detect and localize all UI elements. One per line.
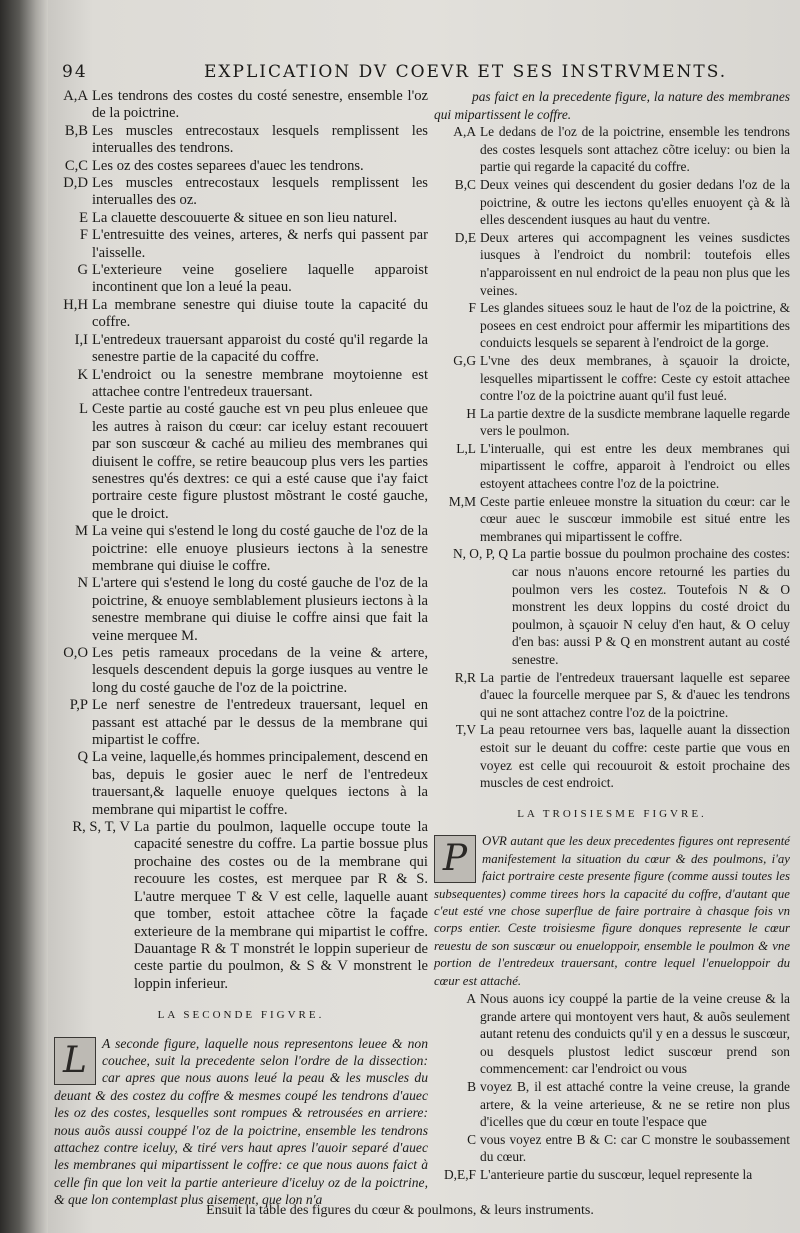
page-footer: Ensuit la table des figures du cœur & poulmons, & leurs instruments. — [206, 1203, 594, 1218]
legend-text: Les tendrons des costes du costé senestre, ensemble l'oz de la poictrine. — [92, 88, 428, 122]
section-title-troisiesme-figure: LA TROISIESME FIGVRE. — [517, 807, 707, 820]
legend-key: T,V — [455, 722, 476, 738]
right-entries-after-list — [434, 990, 790, 1184]
legend-entry — [54, 367, 428, 402]
legend-entry — [434, 176, 790, 229]
legend-entry — [434, 990, 790, 1078]
legend-entry — [54, 401, 428, 523]
legend-key: N — [77, 575, 88, 592]
legend-key: Q — [77, 749, 88, 766]
dropcap-letter: P — [434, 835, 476, 883]
legend-key: D,E — [454, 229, 476, 245]
legend-entry — [434, 123, 790, 176]
legend-text: Ceste partie enleuee monstre la situation du cœur: car le cœur auec le suscœur immobile est situé entre les membranes qui mipartissent le coffre. — [480, 493, 790, 544]
legend-text: vous voyez entre B & C: car C monstre le soubassement du cœur. — [480, 1131, 790, 1165]
legend-key: G — [77, 262, 88, 279]
legend-text: Les petis rameaux procedans de la veine & artere, lesquels descendent depuis la gorge iusques au ventre le long du costé gauche de l'oz de la poictrine. — [92, 645, 428, 696]
legend-text: La partie dextre de la susdicte membrane laquelle regarde vers le poulmon. — [480, 405, 790, 439]
legend-text: La clauette descouuerte & situee en son lieu naturel. — [92, 209, 398, 226]
legend-text: Nous auons icy couppé la partie de la veine creuse & la grande artere qui montoyent vers haut, & auõs seulement autant retenu des conduicts qu'il y en a dessus le suscœur, ou desquels plustost ledict suscœur prend son commencement: car l'endroict ou vous — [480, 991, 790, 1077]
left-entries-list — [54, 88, 428, 993]
legend-text: Le nerf senestre de l'entredeux trauersant, lequel en passant est attaché par le dessus de la membrane qui mipartist le coffre. — [92, 697, 428, 749]
legend-key: L — [79, 401, 88, 418]
legend-entry — [54, 749, 428, 819]
page-number: 94 — [62, 62, 88, 82]
legend-entry — [434, 545, 790, 668]
legend-entry — [54, 645, 428, 697]
legend-text: La veine qui s'estend le long du costé gauche de l'oz de la poictrine: elle enuoye plusieurs iectons à la senestre membrane qui diuise le coffre. — [92, 523, 428, 574]
legend-text: Les oz des costes separees d'auec les tendrons. — [92, 157, 364, 174]
running-title: EXPLICATION DV COEVR ET SES INSTRVMENTS. — [204, 62, 728, 82]
legend-entry — [54, 123, 428, 158]
legend-key: F — [79, 227, 88, 244]
legend-key: B,B — [64, 122, 88, 139]
legend-text: Les muscles entrecostaux lesquels remplissent les interualles des tendrons. — [92, 122, 428, 157]
legend-entry — [54, 819, 428, 993]
legend-key: I,I — [74, 331, 88, 348]
legend-entry — [434, 440, 790, 493]
legend-text: L'artere qui s'estend le long du costé gauche de l'oz de la poictrine, & enuoye semblablement plusieurs iectons à la senestre membrane qui diuise le coffre ainsi que fait la veine merquee M. — [92, 575, 428, 644]
legend-text: La membrane senestre qui diuise toute la capacité du coffre. — [92, 296, 428, 331]
legend-entry — [434, 721, 790, 791]
legend-entry — [434, 352, 790, 405]
legend-key: L,L — [456, 440, 476, 456]
legend-text: L'entresuitte des veines, arteres, & nerfs qui passent par l'aisselle. — [92, 227, 428, 261]
legend-entry — [434, 1166, 790, 1184]
book-spine-shadow — [0, 0, 48, 1233]
legend-key: O,O — [63, 645, 88, 661]
seconde-figure-text: A seconde figure, laquelle nous representons leuee & non couchee, suit la precedente selon l'ordre de la dissection: car apres que nous auons leué la peau & les muscles du deuant & des costez du coffre & mesmes coupé les tendrons d'auec les oz des costes, lesquelles sont rompues & retrousées en arriere: nous auõs aussi couppé l'oz de la poictrine, ensemble les tendrons attachez contre iceluy, & tiré vers haut apres l'auoir separé d'auec les membranes qui mipartissent le coffre: ce que nous auons faict à celle fin que lon veit la partie anterieure d'iceluy oz de la poictrine, & que lon contemplast plus aisement, que lon n'a — [54, 1035, 428, 1208]
legend-key: A — [466, 991, 476, 1006]
legend-text: L'interualle, qui est entre les deux membranes qui mipartissent le coffre, apparoit à l'endroict ou elles estoyent attachees contre l'oz de la poictrine. — [480, 440, 790, 492]
legend-entry — [54, 158, 428, 175]
legend-entry — [54, 88, 428, 123]
legend-text: Ceste partie au costé gauche est vn peu plus enleuee que les autres à raison du cœur: car iceluy estant recouuert par son suscœur & caché au milieu des membranes qui diuisent le coffre, se retire beaucoup plus vers les parties senestres qu'és dextres: ce qui a esté cause que i'ay faict portraire ceste figure plustost mõstrant le costé gauche, que le droict. — [92, 401, 428, 522]
dropcap-letter: L — [54, 1037, 96, 1085]
legend-key: G,G — [453, 352, 476, 368]
legend-entry — [434, 299, 790, 352]
legend-entry — [434, 493, 790, 546]
legend-entry — [54, 262, 428, 297]
legend-text: Les glandes situees souz le haut de l'oz de la poictrine, & posees en cest endroict pour affermir les mipartitions des conduicts lesquels se separent à l'endroict de la gorge. — [480, 300, 790, 351]
legend-text: La partie de l'entredeux trauersant laquelle est separee d'auec la fourcelle merquee par S, & d'auec les tendrons qui ne sont attachez contre l'oz de la poictrine. — [480, 669, 790, 720]
legend-key: A,A — [63, 88, 88, 104]
legend-entry — [54, 575, 428, 645]
legend-key: R, S, T, V — [72, 819, 130, 836]
legend-text: L'anterieure partie du suscœur, lequel represente la — [480, 1166, 753, 1182]
legend-text: La veine, laquelle,és hommes principalement, descend en bas, depuis le gosier auec le nerf de l'entredeux trauersant,& laquelle enuoye quelques iectons à la membrane qui mipartist le coffre. — [92, 749, 428, 818]
legend-key: C — [467, 1131, 476, 1147]
troisiesme-figure-text: OVR autant que les deux precedentes figures ont representé manifestement la situation du cœur & des poulmons, i'ay faict portraire ceste presente figure (comme aussi toutes les subsequentes) comme tirees hors la capacité du coffre, d'autant que c'eut esté vne chose superflue de faire portraire à chasque fois vn corps entier. Ceste troisiesme figure donques represente le cœur reuestu de son suscœur ou enueloppoir, ensemble le poulmon & vne portion de l'entredeux trauersant, contre lequel l'enueloppoir du cœur est attaché. — [434, 834, 790, 988]
legend-key: N, O, P, Q — [452, 546, 508, 562]
page-header — [62, 62, 790, 86]
legend-text: voyez B, il est attaché contre la veine creuse, la grande artere, & la veine arterieuse, & ne se retire non plus d'icelles que du cœur en toute l'espace que — [480, 1078, 790, 1130]
legend-entry — [434, 229, 790, 299]
legend-key: R,R — [454, 669, 476, 685]
legend-text: La partie du poulmon, laquelle occupe toute la capacité senestre du coffre. La partie bossue plus prochaine des costes ou de la membrane qui recouure les costes, est merquee par R & S. L'autre merquee T & V est celle, laquelle auant que tomber, estoit attachee cõtre la façade exterieure de la membrane qui mipartist le coffre. Dauantage R & T monstrét le loppin superieur de ceste partie du poulmon, & S & V monstrent le loppin inferieur. — [134, 819, 428, 992]
legend-entry — [54, 227, 428, 262]
legend-key: E — [79, 209, 88, 226]
troisiesme-figure-paragraph — [434, 833, 790, 990]
legend-text: L'vne des deux membranes, à sçauoir la droicte, lesquelles mipartissent le coffre: Ceste cy estoit attachee contre l'oz de la poictrine auant qu'il fust leué. — [480, 352, 790, 404]
legend-text: L'entredeux trauersant apparoist du costé qu'il regarde la senestre partie de la capacité du coffre. — [92, 331, 428, 366]
legend-key: C,C — [64, 157, 88, 174]
legend-key: D,E,F — [444, 1166, 476, 1182]
legend-text: Deux arteres qui accompagnent les veines susdictes iusques à l'endroict du nombril: toutefois elles n'apparoissent en nul endroict de la peau non plus que les veines. — [480, 229, 790, 298]
legend-entry — [434, 405, 790, 440]
legend-text: L'endroict ou la senestre membrane moytoienne est attachee contre l'entredeux trauersant. — [92, 366, 428, 400]
legend-key: F — [468, 300, 476, 316]
legend-key: H — [466, 405, 476, 421]
legend-key: H,H — [63, 296, 88, 313]
continued-lead-text: pas faict en la precedente figure, la nature des membranes qui mipartissent le coffre. — [434, 89, 790, 122]
legend-entry — [54, 523, 428, 575]
right-column — [434, 88, 790, 1184]
legend-entry — [54, 175, 428, 210]
legend-text: Deux veines qui descendent du gosier dedans l'oz de la poictrine, & outre les iectons qu'elles enuoyent çà & là elles descendent iusques au haut du ventre. — [480, 176, 790, 228]
legend-key: A,A — [453, 124, 476, 140]
legend-text: L'exterieure veine goseliere laquelle apparoist incontinent que lon a leué la peau. — [92, 262, 428, 296]
legend-text: La peau retournee vers bas, laquelle auant la dissection estoit sur le deuant du coffre: ceste partie que vous en voyez est celle qui recouuroit & estoit prochaine des muscles de cest endroict. — [480, 722, 790, 791]
seconde-figure-paragraph — [54, 1035, 428, 1209]
legend-key: K — [77, 366, 88, 383]
legend-entry — [434, 1078, 790, 1131]
legend-key: P,P — [69, 697, 88, 714]
legend-key: B,C — [454, 176, 476, 192]
legend-text: La partie bossue du poulmon prochaine des costes: car nous n'auons encore retourné les parties du poulmon vers les costez. Toutefois N & O monstrent les deux loppins du costé droict du poulmon, à sçauoir N celuy d'en haut, & O celuy d'en bas: aussi P & Q en monstrent autant au costé senestre. — [512, 546, 790, 667]
legend-entry — [434, 1131, 790, 1166]
legend-entry — [434, 669, 790, 722]
right-entries-list — [434, 123, 790, 792]
legend-entry — [54, 697, 428, 749]
legend-entry — [54, 297, 428, 332]
legend-text: Les muscles entrecostaux lesquels remplissent les interualles des oz. — [92, 175, 428, 209]
legend-text: Le dedans de l'oz de la poictrine, ensemble les tendrons des costes lesquels sont attachez cõtre iceluy: ou bien la partie qui regarde la capacité du coffre. — [480, 124, 790, 175]
legend-key: B — [467, 1078, 476, 1094]
section-title-seconde-figure: LA SECONDE FIGVRE. — [157, 1009, 325, 1022]
legend-entry — [54, 332, 428, 367]
legend-key: M — [75, 523, 88, 540]
legend-key: D,D — [63, 175, 88, 192]
legend-entry — [54, 210, 428, 227]
left-column — [54, 88, 428, 1209]
legend-key: M,M — [448, 493, 476, 509]
